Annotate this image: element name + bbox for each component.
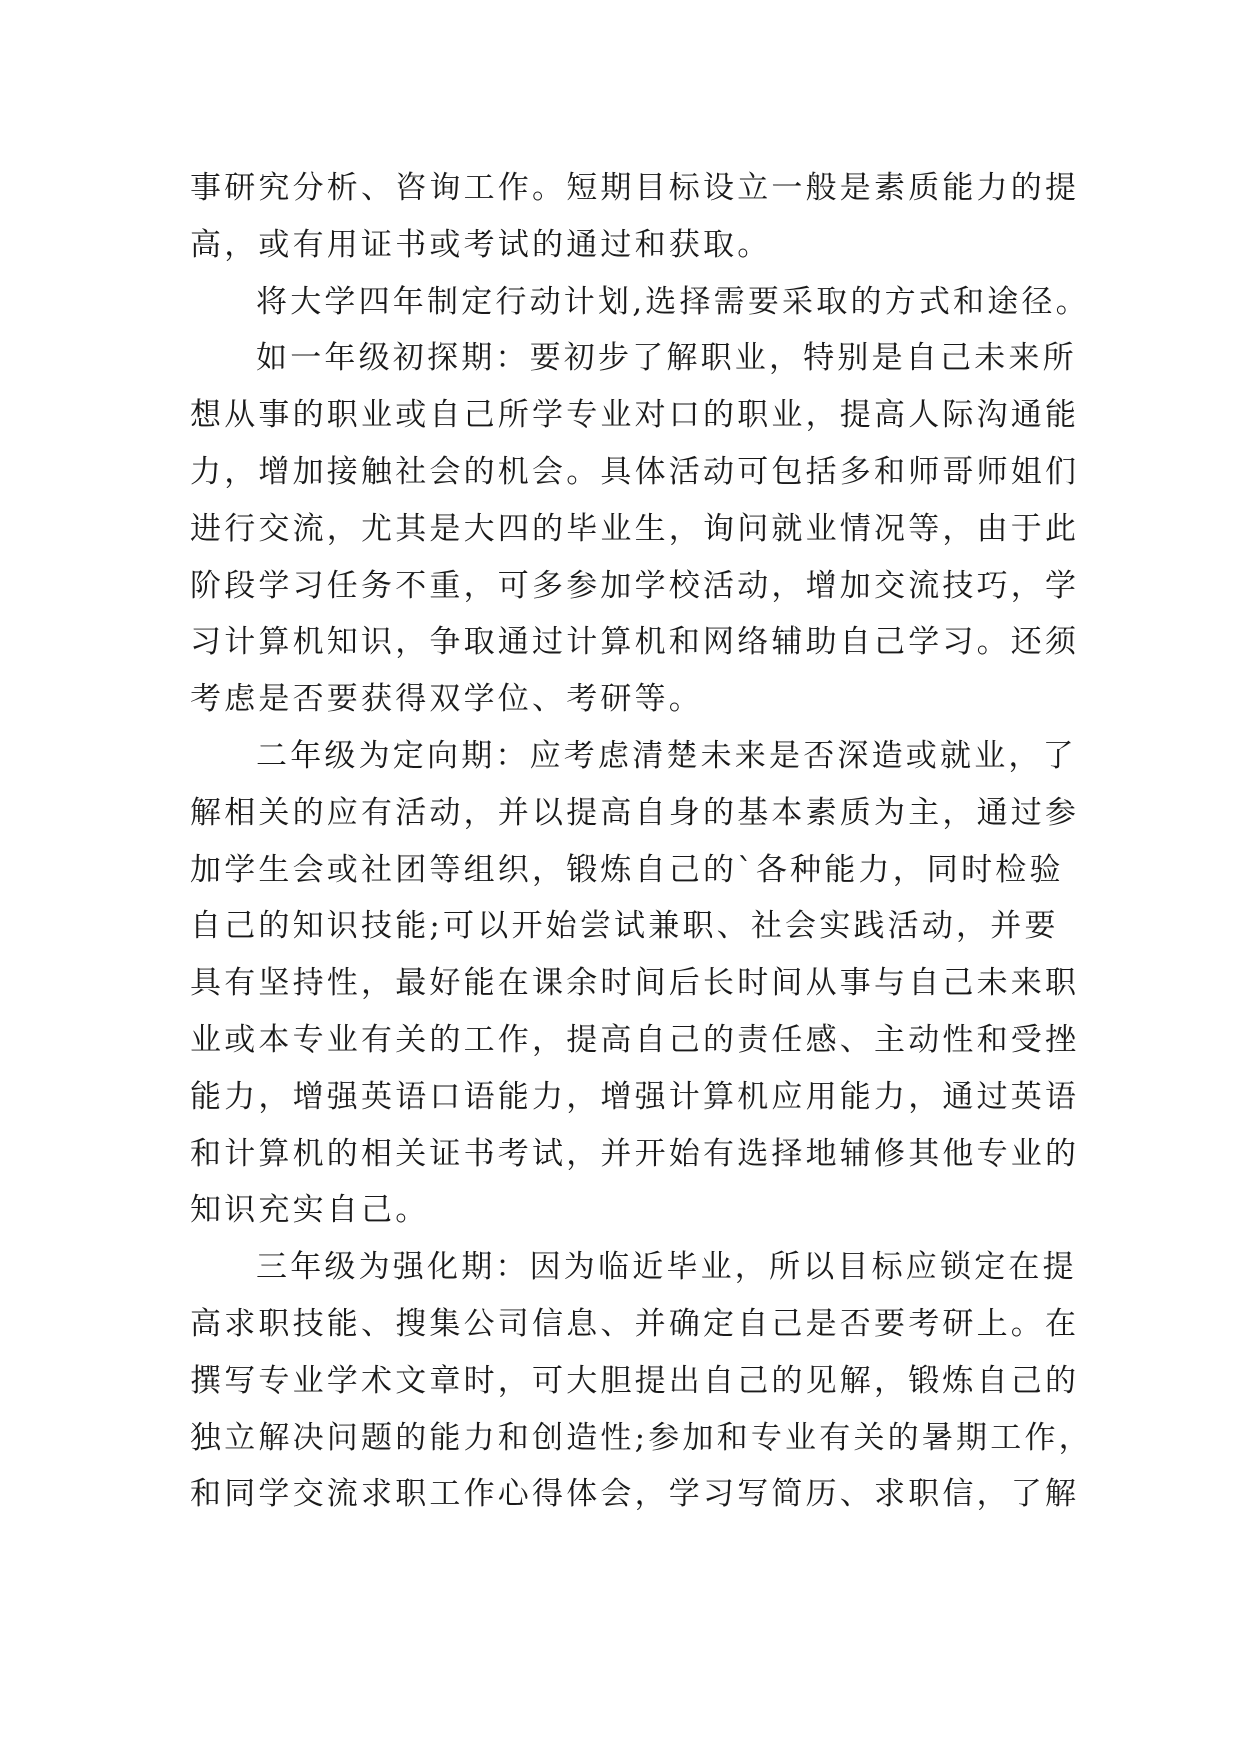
text-line: 独立解决问题的能力和创造性;参加和专业有关的暑期工作， [190, 1419, 1093, 1456]
text-line: 事研究分析、咨询工作。短期目标设立一般是素质能力的提 [190, 170, 1080, 206]
paragraph-first-line: 如一年级初探期：要初步了解职业，特别是自己未来所 [256, 340, 1077, 377]
text-line: 解相关的应有活动，并以提高自身的基本素质为主，通过参 [190, 794, 1080, 831]
body-text [190, 160, 1093, 1523]
text-line: 考虑是否要获得双学位、考研等。 [190, 681, 703, 718]
text-line: 能力，增强英语口语能力，增强计算机应用能力，通过英语 [190, 1078, 1080, 1115]
paragraph-first-line: 二年级为定向期：应考虑清楚未来是否深造或就业，了 [256, 737, 1077, 774]
text-line: 力，增加接触社会的机会。具体活动可包括多和师哥师姐们 [190, 453, 1080, 490]
text-line: 阶段学习任务不重，可多参加学校活动，增加交流技巧，学 [190, 567, 1080, 604]
text-line: 自己的知识技能;可以开始尝试兼职、社会实践活动，并要 [190, 908, 1059, 945]
text-line: 进行交流，尤其是大四的毕业生，询问就业情况等，由于此 [190, 510, 1080, 547]
text-line: 业或本专业有关的工作，提高自己的责任感、主动性和受挫 [190, 1021, 1080, 1058]
paragraph-first-line: 三年级为强化期：因为临近毕业，所以目标应锁定在提 [256, 1249, 1077, 1286]
text-line: 高求职技能、搜集公司信息、并确定自己是否要考研上。在 [190, 1305, 1080, 1342]
text-line: 和计算机的相关证书考试，并开始有选择地辅修其他专业的 [190, 1135, 1080, 1172]
paragraph-first-line: 将大学四年制定行动计划,选择需要采取的方式和途径。 [256, 283, 1090, 320]
text-line: 撰写专业学术文章时，可大胆提出自己的见解，锻炼自己的 [190, 1362, 1080, 1399]
text-line: 想从事的职业或自己所学专业对口的职业，提高人际沟通能 [190, 397, 1080, 434]
text-line: 习计算机知识，争取通过计算机和网络辅助自己学习。还须 [190, 624, 1080, 661]
text-line: 和同学交流求职工作心得体会，学习写简历、求职信，了解 [190, 1476, 1080, 1513]
text-line: 加学生会或社团等组织，锻炼自己的`各种能力，同时检验 [190, 851, 1064, 888]
text-line: 知识充实自己。 [190, 1192, 430, 1229]
text-line: 具有坚持性，最好能在课余时间后长时间从事与自己未来职 [190, 965, 1080, 1002]
text-line: 高，或有用证书或考试的通过和获取。 [190, 226, 772, 263]
